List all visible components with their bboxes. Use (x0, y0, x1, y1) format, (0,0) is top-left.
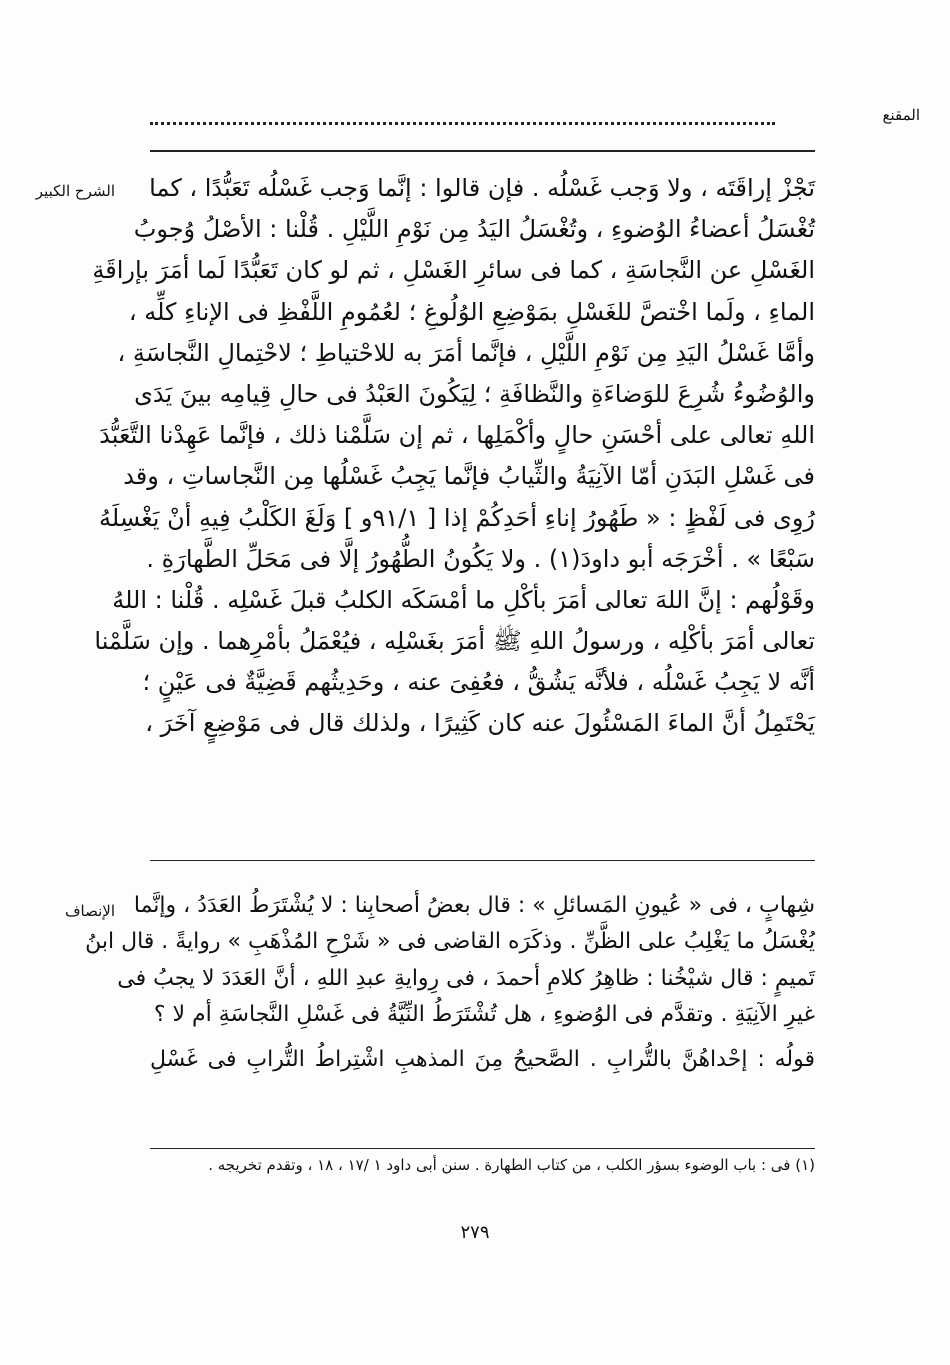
text-line: يَحْتَمِلُ أنَّ الماءَ المَسْئُولَ عنه كان كَثِيرًا ، ولذلك قال فى مَوْضِعٍ آخَرَ ، (145, 709, 815, 738)
running-head (150, 106, 920, 136)
footnote: (١) فى : باب الوضوء بسؤر الكلب ، من كتاب الطهارة . سنن أبى داود ١ /١٧ ، ١٨ ، وتقدم تخريجه . (208, 1156, 815, 1174)
main-text (92, 168, 815, 745)
text-line: تعالى أمَرَ بأكْلِه ، ورسولُ اللهِ ﷺ أمَرَ بغَسْلِه ، فيُعْمَلُ بأمْرِهما . وإن سَلَّمْنا (94, 627, 815, 656)
section-divider (150, 860, 815, 861)
dotted-rule (150, 112, 775, 125)
margin-label-sharh: الشرح الكبير (35, 182, 115, 200)
text-line: وقَوْلُهم : إنَّ اللهَ تعالى أمَرَ بأكْلِ ما أمْسَكَه الكلبُ قبلَ غَسْلِه . قُلْنا : اللهُ (112, 585, 815, 614)
text-line: الماءِ ، ولَما اخْتصَّ للغَسْلِ بمَوْضِعِ الوُلُوغِ ؛ لعُمُومِ اللَّفْظِ فى الإناءِ كلِّه ، (128, 297, 815, 326)
text-line: غيرِ الآنِيَةِ . وتقدَّم فى الوُضوءِ ، هل تُشْتَرَطُ النِّيَّةُ فى غَسْلِ النَّجاسَةِ أم لا ؟ (153, 1002, 815, 1028)
text-line: قولُه : إحْداهُنَّ بالتُّرابِ . الصَّحيحُ مِنَ المذهبِ اشْتِراطُ التُّرابِ فى غَسْلِ (150, 1046, 815, 1072)
running-title: المقنع (882, 106, 920, 124)
header-divider (150, 150, 815, 152)
text-line: شِهابٍ ، فى « عُيونِ المَسائلِ » : قال بعضُ أصحابِنا : لا يُشْتَرَطُ العَدَدُ ، وإنَّما (133, 893, 815, 918)
text-line: وأمَّا غَسْلُ اليَدِ مِن نَوْمِ اللَّيْلِ ، فإنَّما أمَرَ به للاحْتياطِ ؛ لاحْتِمالِ النَّجاسَةِ ، (117, 338, 815, 367)
text-line: اللهِ تعالى على أحْسَنِ حالٍ وأكْمَلِها ، ثم إن سَلَّمْنا ذلك ، فإنَّما عَهِدْنا التَّعَبُّدَ (99, 421, 815, 450)
text-line: يُغْسَلُ ما يَغْلِبُ على الظَّنِّ . وذكَرَه القاضى فى « شَرْحِ المُذْهَبِ » روايةً . قال ابنُ (85, 929, 815, 955)
footnote-divider (150, 1148, 815, 1149)
margin-label-insaf: الإنصاف (64, 902, 115, 920)
text-line: تُغْسَلُ أعضاءُ الوُضوءِ ، وتُغْسَلُ اليَدُ مِن نَوْمِ اللَّيْلِ . قُلْنا : الأصْلُ وُجوبُ (133, 215, 815, 244)
text-line: الغَسْلِ عن النَّجاسَةِ ، كما فى سائرِ الغَسْلِ ، ثم لو كان تَعَبُّدًا لَما أمَرَ بإراقَةِ (92, 256, 815, 285)
text-line: تَجْزْ إراقَتَه ، ولا وَجب غَسْلُه . فإن قالوا : إنَّما وَجب غَسْلُه تَعَبُّدًا ، كما (149, 174, 815, 202)
text-line: رُوِى فى لَفْظٍ : « طَهُورُ إناءِ أحَدِكُمْ إذا [ ٩١/١و ] وَلَغَ الكَلْبُ فِيهِ أنْ يَغْسِلَهُ (99, 503, 815, 532)
text-line: سَبْعًا » . أخْرَجَه أبو داودَ(١) . ولا يَكُونُ الطُّهُورُ إلَّا فى مَحَلِّ الطَّهارَةِ . (146, 544, 815, 573)
text-line: فى غَسْلِ البَدَنِ أمّا الآنِيَةُ والثِّيابُ فإنَّما يَجِبُ غَسْلُها مِن النَّجاساتِ ، وقد (123, 462, 815, 491)
page-number: ٢٧٩ (460, 1222, 490, 1243)
text-line: أنَّه لا يَجِبُ غَسْلُه ، فلأنَّه يَشُقُّ ، فعُفِىَ عنه ، وحَدِيثُهم قَضِيَّةٌ فى عَيْنٍ ؛ (142, 668, 815, 697)
text-line: تَميمٍ : قال شيْخُنا : ظاهِرُ كلامِ أحمدَ ، فى رِوايةِ عبدِ اللهِ ، أنَّ العَدَدَ لا يجبُ فى (117, 965, 815, 991)
text-line: والوُضُوءُ شُرِعَ للوَضاءَةِ والنَّظافَةِ ؛ لِيَكُونَ العَبْدُ فى حالِ قِيامِه بينَ يَدَى (134, 379, 815, 408)
